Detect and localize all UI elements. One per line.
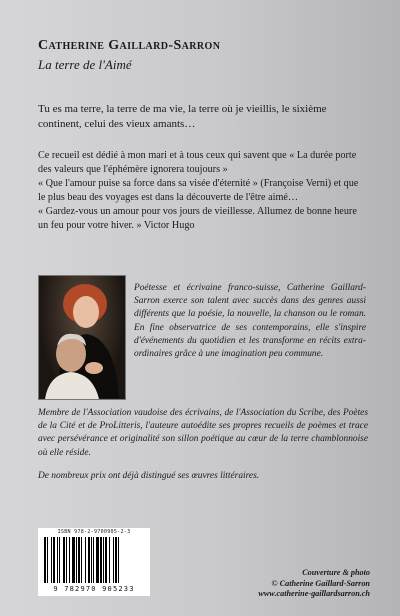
credit-line-3: www.catherine-gaillardsarron.ch <box>258 589 370 598</box>
author-photo <box>38 275 126 400</box>
cover-credits <box>258 568 370 600</box>
intro-paragraph: Tu es ma terre, la terre de ma vie, la terre où je vieillis, le sixième continent, celui des vieux amants… <box>38 103 327 130</box>
barcode-bars <box>44 537 144 585</box>
author-name: Catherine Gaillard-Sarron <box>38 38 221 53</box>
isbn-label: ISBN 978-2-9700905-2-3 <box>57 529 131 535</box>
credit-line-1: Couverture & photo <box>302 568 370 577</box>
book-title: La terre de l'Aimé <box>38 57 132 72</box>
author-membership: Membre de l'Association vaudoise des écrivains, de l'Association du Scribe, des Poètes de la Cité et de ProLitteris, l'auteure autoédite ses propres recueils de poèmes et trace avec persévérance et originalité son sillon poétique au cœur de la terre chamblonnoise où elle réside. <box>38 408 368 458</box>
dedication-line-2: « Que l'amour puise sa force dans sa visée d'éternité » (Françoise Verni) et que le plus beau des voyages est dans la découverte de l'être aimé… <box>38 178 359 203</box>
credit-line-2: © Catherine Gaillard-Sarron <box>271 578 370 588</box>
isbn-barcode <box>38 528 150 596</box>
barcode-digits: 9 782970 905233 <box>53 585 135 593</box>
dedication-section <box>38 149 366 233</box>
author-bio: Poétesse et écrivaine franco-suisse, Catherine Gaillard-Sarron exerce son talent avec succès dans des genres aussi différents que la poésie, la nouvelle, la chanson ou le roman. En fine observatrice de ses contemporains, elle s'inspire d'événements du quotidien et les transforme en récits extra-ordinaires grâce à une imagination peu commune. <box>134 283 366 360</box>
dedication-line-1: Ce recueil est dédié à mon mari et à tous ceux qui savent que « La durée porte des valeurs que l'éphémère ignorera toujours » <box>38 150 357 175</box>
dedication-line-3: « Gardez-vous un amour pour vos jours de vieillesse. Allumez de bonne heure un feu pour votre hiver. » Victor Hugo <box>38 206 357 231</box>
author-prizes: De nombreux prix ont déjà distingué ses œuvres littéraires. <box>38 471 260 481</box>
